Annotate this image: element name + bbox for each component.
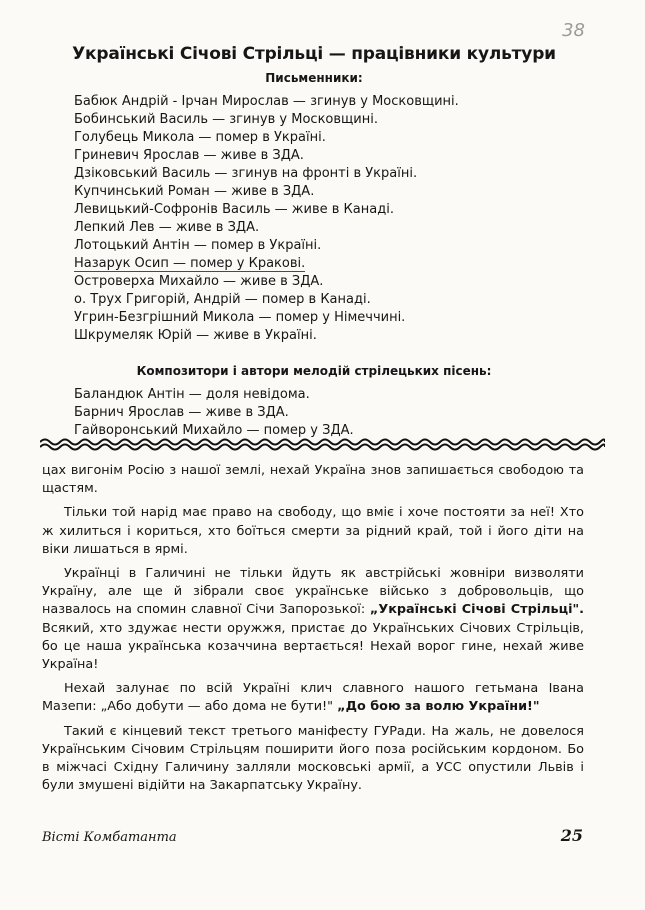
list-item: [74, 255, 459, 273]
emphasis-text: „До бою за волю України!": [337, 699, 540, 715]
list-item: Левицький-Софронів Василь — живе в Канаді.: [74, 202, 394, 217]
list-item: о. Трух Григорій, Андрій — помер в Канаді.: [74, 292, 371, 307]
article-body: [42, 462, 584, 801]
composers-list: [74, 386, 354, 440]
paragraph: [42, 680, 584, 716]
list-item: Угрин-Безгрішний Микола — помер у Німеччині.: [74, 310, 406, 325]
list-item: Голубець Микола — помер в Україні.: [74, 130, 326, 145]
writers-list: [74, 93, 459, 345]
list-item: Баландюк Антін — доля невідома.: [74, 387, 310, 402]
list-item: Лепкий Лев — живе в ЗДА.: [74, 220, 260, 235]
list-item: Бобинський Василь — згинув у Московщині.: [74, 112, 378, 127]
page-number: 25: [560, 826, 583, 845]
wavy-divider: [40, 437, 605, 451]
paragraph: Тільки той нарід має право на свободу, що вміє і хоче постояти за неї! Хто ж хилиться і кориться, хто боїться смерти за рідний край, той і його діти на віки лишаться в ярмі.: [42, 505, 584, 557]
list-item: Гайворонський Михайло — помер у ЗДА.: [74, 423, 354, 438]
journal-name: Вісті Комбатанта: [42, 830, 177, 845]
paragraph: [42, 565, 584, 674]
list-item: Купчинський Роман — живе в ЗДА.: [74, 184, 315, 199]
paragraph: Такий є кінцевий текст третього маніфесту ГУРади. На жаль, не довелося Українським Січовим Стрільцям поширити його поза російським кордоном. Бо в міжчасі Східну Галичину залляли московські армії, а УСС опустили Львів і були змушені відійти на Закарпатську Україну.: [42, 723, 584, 794]
paragraph-text: Українці в Галичині не тільки йдуть як австрійські жовніри визволяти Україну, але ще й зібрали своє українське військо з добровольців, що назвалось на спомин славної Січи Запорозької:: [42, 566, 584, 618]
emphasis-text: „Українські Січові Стрільці".: [369, 602, 584, 618]
list-item: Гриневич Ярослав — живе в ЗДА.: [74, 148, 304, 163]
writers-heading: Письменники:: [265, 71, 363, 85]
list-item: Лотоцький Антін — помер в Україні.: [74, 238, 322, 253]
list-item: Островерха Михайло — живе в ЗДА.: [74, 274, 324, 289]
paragraph-text: Нехай залунає по всій Україні клич славного нашого гетьмана Івана Мазепи: „Або добути — або дома не бути!": [42, 681, 584, 715]
list-item: Барнич Ярослав — живе в ЗДА.: [74, 405, 289, 420]
composers-heading: Композитори і автори мелодій стрілецьких пісень:: [136, 364, 492, 378]
list-item: Бабюк Андрій - Ірчан Мирослав — згинув у Московщині.: [74, 94, 459, 109]
underlined-entry: Назарук Осип — помер у Кракові.: [74, 256, 306, 271]
paragraph: цах вигонім Росію з нашої землі, нехай Україна знов запишається свободою та щастям.: [42, 463, 584, 497]
list-item: Шкрумеляк Юрій — живе в Україні.: [74, 328, 317, 343]
page-title: Українські Січові Стрільці — працівники культури: [72, 44, 556, 64]
handwritten-page-mark: 38: [562, 20, 585, 41]
list-item: Дзіковський Василь — згинув на фронті в Україні.: [74, 166, 418, 181]
paragraph-text: Всякий, хто здужає нести оружжя, пристає до Українських Січових Стрільців, бо це наша українська козаччина вертається! Нехай ворог гине, нехай живе Україна!: [42, 620, 584, 673]
